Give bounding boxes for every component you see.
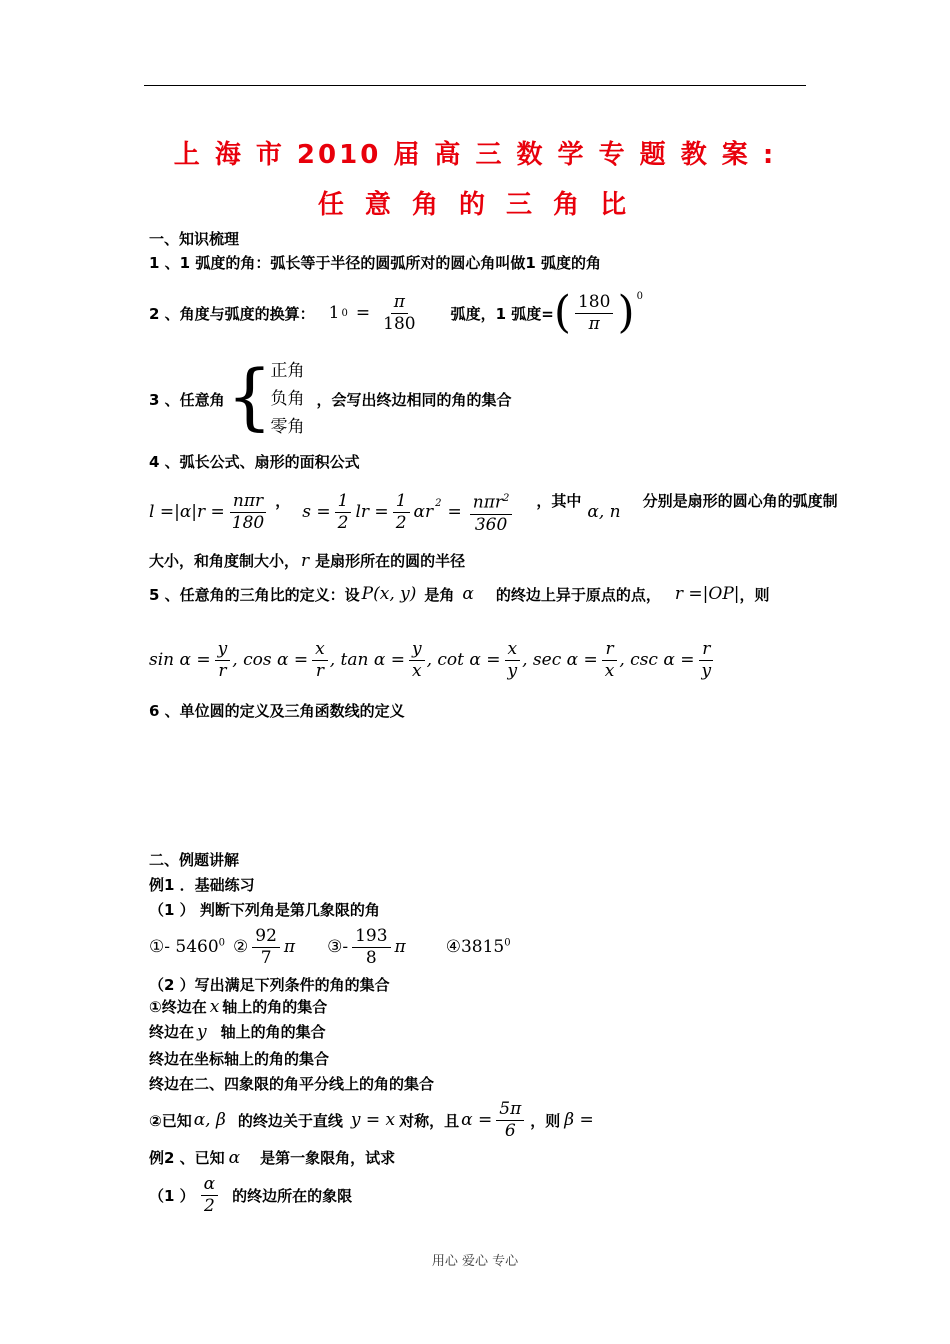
q3-mid: 的终边关于直线 — [237, 1111, 343, 1130]
trig-sin-num: y — [215, 639, 231, 661]
item-3-tail: ，会写出终边相同的角的集合 — [316, 390, 512, 409]
example-1: 例1 ．基础练习 — [149, 876, 255, 894]
arc-num: nπr — [230, 491, 266, 513]
item-5-tail: 的终边上异于原点的点， — [495, 585, 661, 604]
half-1-num: 1 — [335, 491, 352, 513]
angle-1 — [149, 937, 225, 957]
kind-positive: 正角 — [270, 361, 305, 381]
trig-cos-fn: , cos α = — [232, 650, 309, 670]
area-num-sq: 2 — [503, 493, 510, 505]
item-3-label: 3 、任意角 — [149, 390, 225, 409]
trig-csc — [619, 639, 716, 682]
q3-pre: ②已知 — [149, 1111, 192, 1130]
trig-cos-num: x — [312, 639, 328, 661]
example-2-q1 — [149, 1170, 352, 1220]
angle-2-mark: ② — [233, 937, 249, 957]
set-y-axis — [149, 1021, 326, 1042]
angle-3-mark: ③- — [327, 937, 349, 957]
trig-sin-den: r — [218, 660, 227, 681]
area-frac — [470, 488, 513, 536]
angle-4-text: ④3815 — [445, 937, 505, 957]
trig-cot-fn: , cot α = — [426, 650, 501, 670]
rad-num: 180 — [575, 292, 613, 314]
trig-definitions — [149, 634, 716, 686]
q3-sym: 对称，且 — [399, 1111, 460, 1130]
half-1 — [335, 491, 352, 534]
q3-line: y = x — [350, 1110, 396, 1130]
angle-3-den: 8 — [365, 947, 377, 968]
ex2-alpha: α — [228, 1148, 241, 1168]
set-x-pre: ①终边在 — [149, 998, 207, 1016]
angle-2-pi: π — [283, 937, 296, 957]
item-5-then: ，则 — [739, 585, 770, 604]
radian-to-degree-formula: ( $\frac{180}{\pi}$ ) 0 — [553, 287, 643, 338]
arc-frac — [229, 491, 267, 534]
item-4-vars: α, n — [587, 502, 621, 522]
area-eq: = — [447, 502, 462, 522]
half-alpha — [201, 1174, 218, 1217]
item-6: 6 、单位圆的定义及三角函数线的定义 — [149, 702, 405, 720]
trig-sin-fn: sin α = — [149, 650, 211, 670]
angle-2-num: 92 — [252, 926, 280, 948]
pi-over-180 — [380, 292, 418, 335]
arc-length-formula — [149, 491, 269, 534]
area-num — [470, 488, 513, 515]
deg-sup: 0 — [341, 307, 348, 319]
trig-sec-fn: , sec α = — [522, 650, 598, 670]
trig-csc-num: r — [699, 639, 713, 661]
ex2-pre: 例2 、已知 — [149, 1149, 225, 1167]
pi-den: 180 — [383, 313, 416, 334]
ex2-q1-pre: （1 ） — [149, 1186, 195, 1205]
area-den: 360 — [474, 514, 508, 535]
half-2-den: 2 — [395, 512, 407, 533]
title-line-2: 任 意 角 的 三 角 比 — [317, 190, 633, 220]
angle-2 — [233, 926, 295, 969]
title-line-1: 上 海 市 2010 届 高 三 数 学 专 题 教 案 : — [173, 140, 777, 170]
item-3 — [149, 356, 512, 442]
ex2-post: 是第一象限角，试求 — [260, 1149, 396, 1167]
footer: 用心 爱心 专心 — [431, 1254, 519, 1269]
kind-zero: 零角 — [270, 417, 305, 437]
area-ar: αr — [413, 502, 434, 522]
angle-1-text: ①- 5460 — [149, 937, 219, 957]
trig-cos-den: r — [315, 660, 324, 681]
degree-to-radian-formula: 1 0 = $\frac{\pi}{180}$ — [329, 292, 421, 335]
trig-tan-num: y — [409, 639, 425, 661]
item-5-alpha: α — [462, 584, 474, 604]
item-1: 1 、1 弧度的角：弧长等于半径的圆弧所对的圆心角叫做1 弧度的角 — [149, 254, 601, 272]
arc-lhs: l =|α|r = — [149, 502, 225, 522]
q3-beta: β = — [564, 1110, 594, 1130]
trig-cot — [427, 639, 523, 682]
set-x-axis — [149, 996, 327, 1017]
q3-den: 6 — [504, 1120, 516, 1141]
area-num-text: nπr — [472, 492, 503, 513]
item-4-desc: 分别是扇形的圆心角的弧度制 — [642, 492, 838, 510]
trig-cot-num: x — [505, 639, 521, 661]
angle-4-sup: 0 — [504, 937, 511, 949]
ex2-q1-post: 的终边所在的象限 — [232, 1186, 353, 1205]
left-brace: { — [226, 354, 273, 438]
area-lr: lr = — [355, 502, 389, 522]
half-2 — [393, 491, 410, 534]
half-alpha-den: 2 — [204, 1195, 215, 1216]
item-4-comma: ， — [275, 492, 291, 510]
180-over-pi — [575, 292, 613, 335]
item-2-mid: 弧度，1 弧度= — [450, 304, 554, 323]
trig-tan-den: x — [411, 660, 422, 681]
half-2-num: 1 — [393, 491, 410, 513]
example-1-q2: （2 ）写出满足下列条件的角的集合 — [149, 976, 390, 994]
example-1-angles — [149, 921, 511, 973]
q3-num: 5π — [496, 1099, 524, 1121]
set-coordinate-axes: 终边在坐标轴上的角的集合 — [149, 1050, 330, 1068]
trig-csc-den: y — [701, 660, 712, 681]
item-2-label: 2 、角度与弧度的换算： — [149, 304, 315, 323]
section1-heading: 一、知识梳理 — [149, 230, 240, 248]
item-4-desc2 — [149, 550, 465, 571]
header-rule — [144, 85, 806, 86]
kind-negative: 负角 — [270, 389, 305, 409]
item-2 — [149, 287, 643, 339]
item-5-point: P(x, y) — [361, 584, 417, 604]
angle-3-num: 193 — [352, 926, 390, 948]
angle-1-sup: 0 — [218, 937, 226, 949]
set-y-var: y — [197, 1022, 207, 1042]
deg-one: 1 — [328, 303, 340, 323]
arc-den: 180 — [231, 512, 265, 533]
set-x-post: 轴上的角的集合 — [222, 998, 328, 1016]
rad-sup: 0 — [636, 291, 643, 302]
item-5-mid: 是角 — [424, 585, 455, 604]
area-sq: 2 — [435, 498, 442, 510]
set-y-post: 轴上的角的集合 — [220, 1023, 326, 1041]
angle-3-pi: π — [394, 937, 406, 957]
q3-then: ，则 — [530, 1111, 561, 1130]
angle-3 — [327, 926, 406, 969]
trig-csc-fn: , csc α = — [619, 650, 695, 670]
item-4-formulas — [149, 486, 838, 538]
item-4-desc2-a: 大小，和角度制大小， — [149, 552, 300, 570]
item-5 — [149, 577, 770, 611]
set-y-pre: 终边在 — [149, 1023, 195, 1041]
trig-tan-fn: , tan α = — [329, 650, 405, 670]
q3-vars: α, β — [193, 1110, 226, 1130]
trig-sec-den: x — [604, 660, 615, 681]
trig-tan — [330, 639, 427, 682]
example-1-q1: （1 ） 判断下列角是第几象限的角 — [149, 901, 380, 919]
trig-sin — [149, 639, 232, 682]
item-4-where: ，其中 — [536, 492, 582, 510]
area-s: s = — [302, 502, 331, 522]
q3-alpha: α = — [461, 1110, 493, 1130]
angle-kinds — [270, 357, 304, 441]
item-5-label: 5 、任意角的三角比的定义：设 — [149, 585, 360, 604]
pi-num: π — [391, 292, 408, 314]
item-4: 4 、弧长公式、扇形的面积公式 — [149, 453, 360, 471]
set-bisector: 终边在二、四象限的角平分线上的角的集合 — [149, 1075, 435, 1093]
trig-sec-num: r — [602, 639, 616, 661]
section2-heading: 二、例题讲解 — [149, 851, 240, 869]
example-2 — [149, 1147, 395, 1168]
sector-area-formula — [302, 488, 514, 536]
half-1-den: 2 — [337, 512, 349, 533]
item-4-desc2-b: 是扇形所在的圆的半径 — [315, 552, 466, 570]
trig-cot-den: y — [507, 660, 518, 681]
angle-2-den: 7 — [260, 947, 272, 968]
q3-alpha-value — [461, 1099, 526, 1142]
item-4-desc2-r: r — [301, 551, 310, 571]
half-alpha-num: α — [201, 1174, 218, 1196]
example-1-q3 — [149, 1096, 594, 1144]
angle-4 — [446, 937, 511, 957]
trig-cos — [232, 639, 329, 682]
item-5-r: r =|OP| — [674, 584, 740, 604]
rad-den: π — [588, 313, 600, 334]
set-x-var: x — [209, 997, 220, 1017]
trig-sec — [522, 639, 619, 682]
